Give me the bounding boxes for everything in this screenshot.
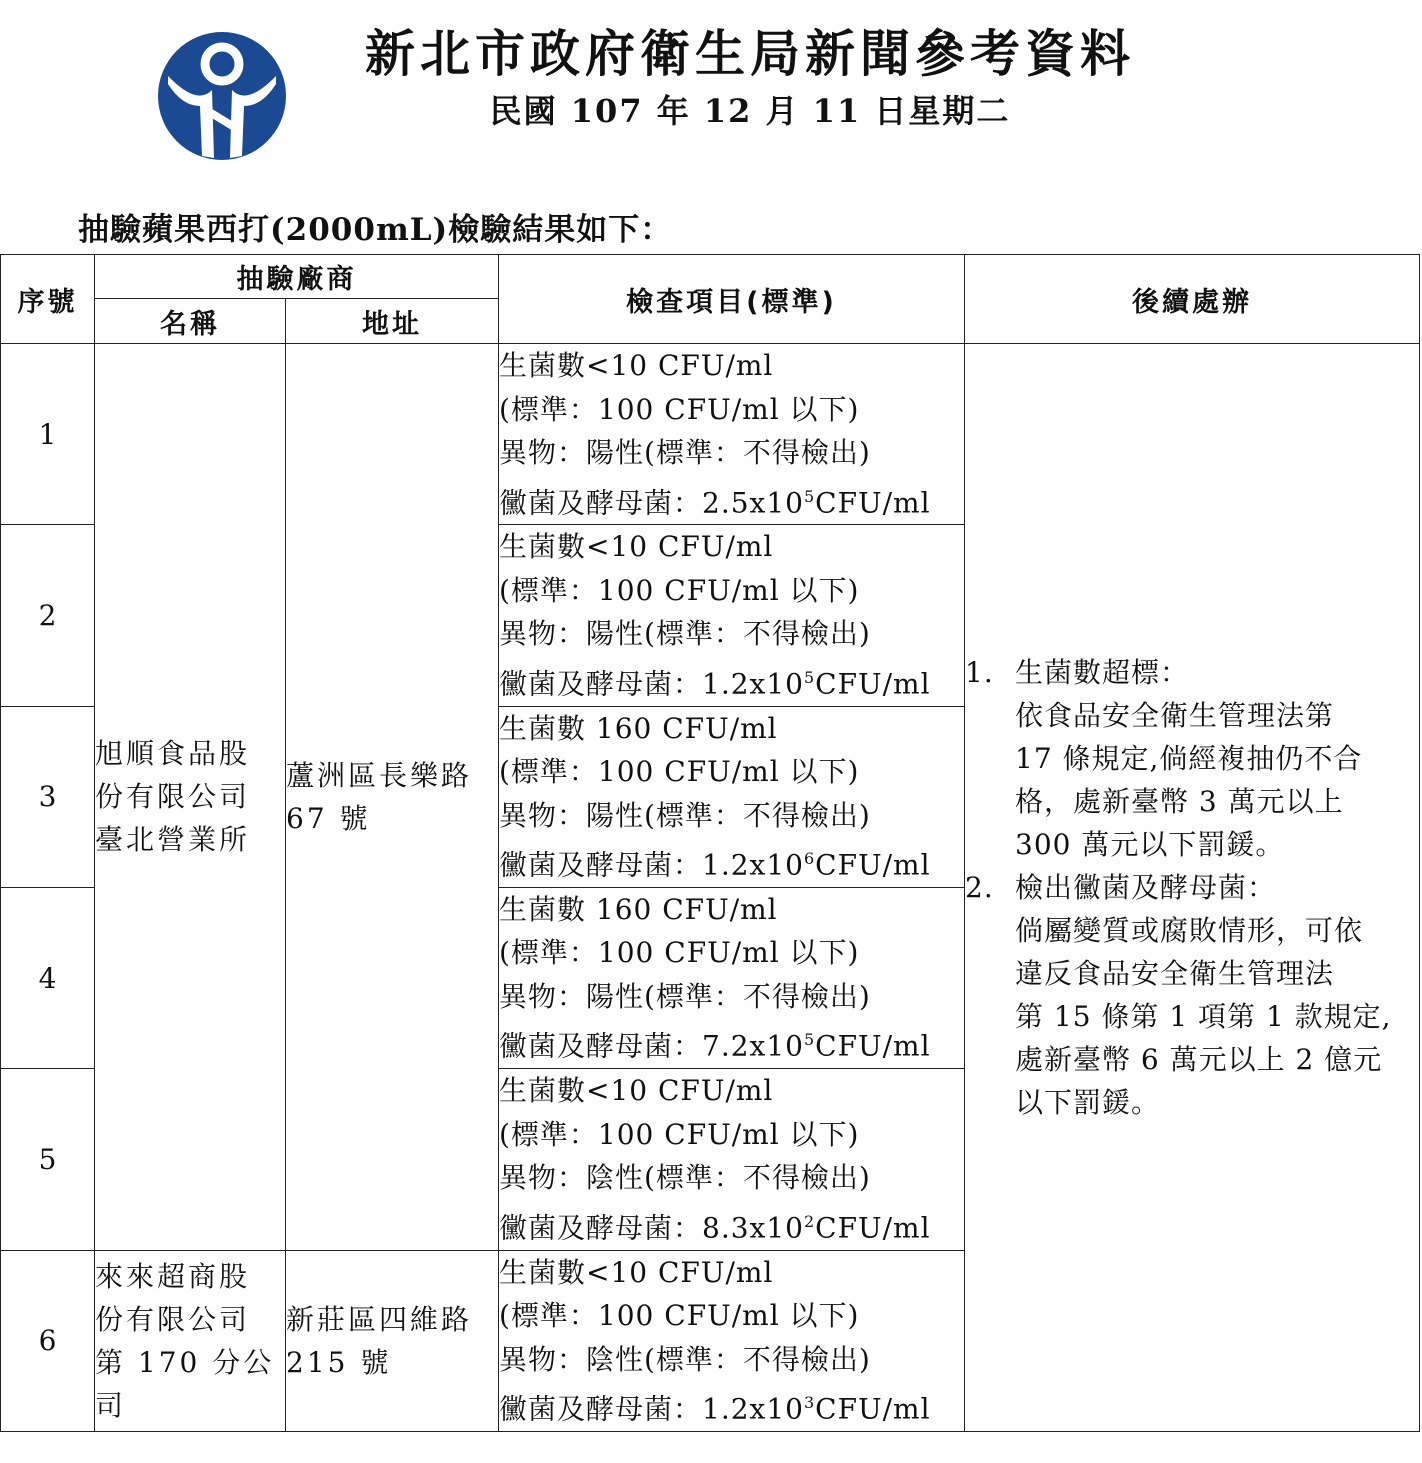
section-heading: 抽驗蘋果西打(2000mL)檢驗結果如下： — [78, 212, 673, 248]
vendor-name-line: 第 170 分公 — [95, 1345, 275, 1379]
page-title: 新北市政府衛生局新聞參考資料 — [365, 25, 1135, 83]
row-seq: 5 — [1, 1069, 95, 1250]
header-seq: 序號 — [1, 255, 95, 344]
vendor-name — [95, 1250, 286, 1431]
bacteria-standard: (標準：100 CFU/ml 以下) — [499, 392, 860, 426]
bacteria-count: 生菌數<10 CFU/ml — [499, 530, 774, 564]
header-address: 地址 — [286, 299, 499, 344]
header-followup: 後續處辦 — [965, 255, 1420, 344]
vendor-name-line: 來來超商股 — [95, 1259, 251, 1293]
bacteria-standard: (標準：100 CFU/ml 以下) — [499, 755, 860, 789]
vendor-name-line: 司 — [95, 1388, 127, 1422]
bacteria-count: 生菌數 160 CFU/ml — [499, 711, 778, 745]
bacteria-standard: (標準：100 CFU/ml 以下) — [499, 1117, 860, 1151]
mold-yeast: 黴菌及酵母菌：$2.5x10^5CFU/ml$ — [499, 485, 931, 519]
foreign-matter: 異物：陰性(標準：不得檢出) — [499, 1342, 871, 1376]
results-table — [0, 254, 1420, 1432]
vendor-address-line: 67 號 — [286, 801, 371, 835]
vendor-name-line: 份有限公司 — [95, 1302, 251, 1336]
release-date: 民國 107 年 12 月 11 日星期二 — [489, 92, 1011, 130]
row-seq: 1 — [1, 344, 95, 525]
header-vendor-group: 抽驗廠商 — [95, 255, 499, 299]
vendor-name — [95, 344, 286, 1251]
followup-item: 1. 生菌數超標： 依食品安全衛生管理法第 17 條規定,倘經複抽仍不合 格，處新臺幣 3 萬元以上 300 萬元以下罰鍰。 — [965, 655, 1363, 861]
inspection-result — [499, 344, 965, 525]
row-seq: 6 — [1, 1250, 95, 1431]
mold-yeast: 黴菌及酵母菌：$1.2x10^3CFU/ml$ — [499, 1392, 931, 1426]
followup-actions — [965, 344, 1420, 1432]
inspection-result — [499, 706, 965, 887]
bacteria-count: 生菌數<10 CFU/ml — [499, 1255, 774, 1289]
vendor-name-line: 臺北營業所 — [95, 823, 251, 857]
bacteria-standard: (標準：100 CFU/ml 以下) — [499, 573, 860, 607]
foreign-matter: 異物：陰性(標準：不得檢出) — [499, 1161, 871, 1195]
mold-yeast: 黴菌及酵母菌：$1.2x10^5CFU/ml$ — [499, 667, 931, 701]
vendor-name-line: 旭順食品股 — [95, 737, 251, 771]
foreign-matter: 異物：陽性(標準：不得檢出) — [499, 979, 871, 1013]
inspection-result — [499, 1250, 965, 1431]
vendor-address-line: 新莊區四維路 — [286, 1302, 473, 1336]
vendor-address — [286, 344, 499, 1251]
bacteria-standard: (標準：100 CFU/ml 以下) — [499, 1299, 860, 1333]
row-seq: 4 — [1, 887, 95, 1068]
foreign-matter: 異物：陽性(標準：不得檢出) — [499, 617, 871, 651]
foreign-matter: 異物：陽性(標準：不得檢出) — [499, 798, 871, 832]
nthb-logo-icon — [152, 26, 292, 166]
bacteria-count: 生菌數<10 CFU/ml — [499, 349, 774, 382]
row-seq: 2 — [1, 525, 95, 706]
row-seq: 3 — [1, 706, 95, 887]
bacteria-count: 生菌數<10 CFU/ml — [499, 1074, 774, 1108]
followup-item: 2. 檢出黴菌及酵母菌： 倘屬變質或腐敗情形，可依 違反食品安全衛生管理法 第 15 條第 1 項第 1 款規定, 處新臺幣 6 萬元以上 2 億元 以下罰鍰。 — [965, 870, 1392, 1119]
vendor-address-line: 蘆洲區長樂路 — [286, 758, 473, 792]
table-row — [1, 344, 1420, 525]
inspection-result — [499, 1069, 965, 1250]
vendor-address-line: 215 號 — [286, 1345, 392, 1379]
mold-yeast: 黴菌及酵母菌：$7.2x10^5CFU/ml$ — [499, 1029, 931, 1063]
vendor-address — [286, 1250, 499, 1431]
header-name: 名稱 — [95, 299, 286, 344]
mold-yeast: 黴菌及酵母菌：$1.2x10^6CFU/ml$ — [499, 848, 931, 882]
vendor-name-line: 份有限公司 — [95, 780, 251, 814]
inspection-result — [499, 887, 965, 1068]
header-inspection: 檢查項目(標準) — [499, 255, 965, 344]
bacteria-standard: (標準：100 CFU/ml 以下) — [499, 936, 860, 970]
mold-yeast: 黴菌及酵母菌：$8.3x10^2CFU/ml$ — [499, 1211, 931, 1245]
bacteria-count: 生菌數 160 CFU/ml — [499, 892, 778, 926]
inspection-result — [499, 525, 965, 706]
foreign-matter: 異物：陽性(標準：不得檢出) — [499, 436, 871, 469]
